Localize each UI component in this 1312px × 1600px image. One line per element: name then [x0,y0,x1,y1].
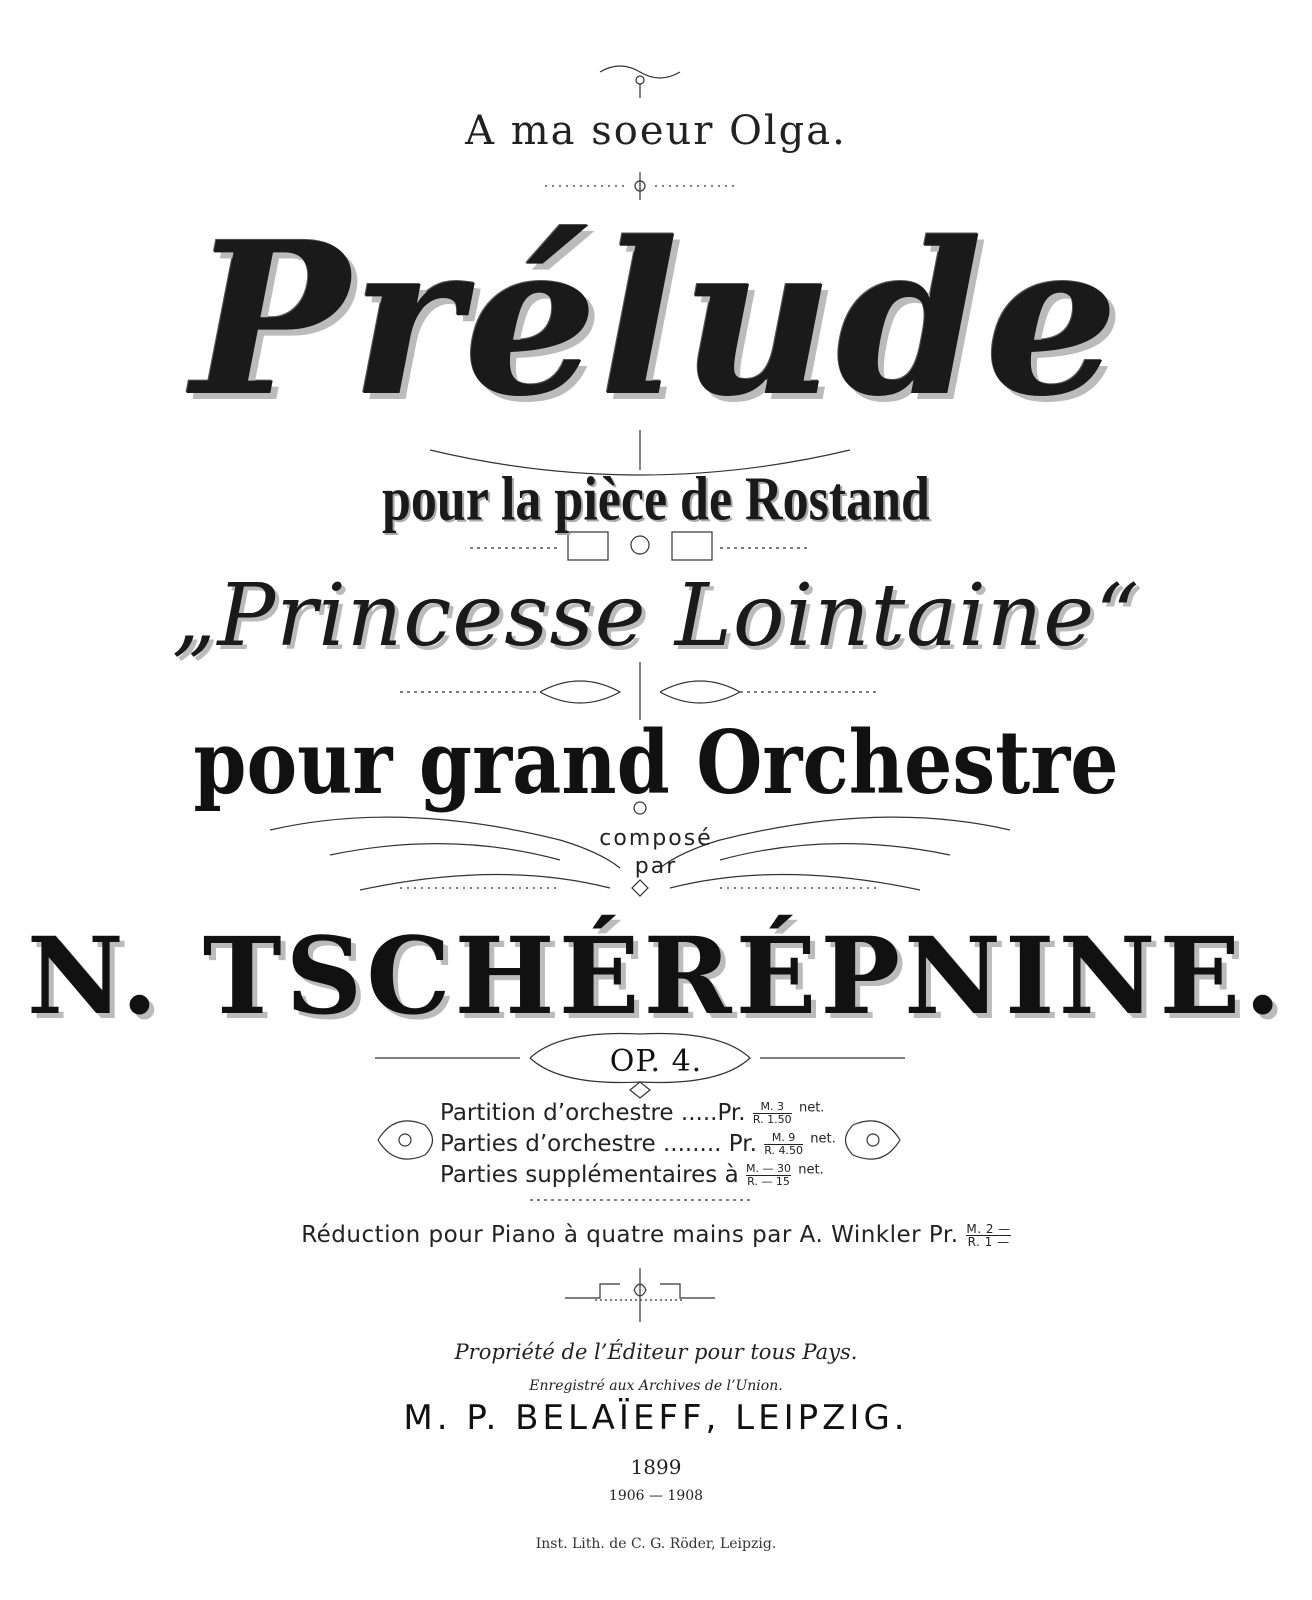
reduction-rubles: R. 1 — [967,1235,1010,1249]
price-rubles: R. 1.50 [752,1113,792,1126]
page-title: Prélude [191,196,1121,443]
subtitle-orchestra: pour grand Orchestre [193,711,1119,814]
reduction-marks: M. 2 — [966,1222,1011,1236]
price-suffix: net. [810,1131,836,1147]
reprint-years: 1906 — 1908 [608,1488,704,1504]
price-marks: M. 3 [753,1101,792,1114]
price-label: Partition d’orchestre [440,1100,674,1126]
keyhole-ornament-icon [565,1268,715,1322]
piano-reduction-line [0,1222,1312,1248]
par-label: par [634,854,678,879]
reduction-price-fraction [966,1223,1010,1248]
price-leader: .....Pr. [680,1100,746,1126]
price-rubles: R. — 15 [747,1175,790,1188]
dedication-text: A ma soeur Olga. [465,108,847,154]
price-label: Parties d’orchestre [440,1131,656,1157]
price-suffix: net. [798,1162,824,1178]
publication-year: 1899 [630,1455,682,1479]
fretwork-rule-icon [470,532,810,560]
left-scroll-icon [378,1121,433,1159]
subtitle-piece: pour la pièce de Rostand [382,465,930,534]
price-leader: ........ Pr. [662,1131,757,1157]
compose-label: composé [599,826,713,851]
registration-notice: Enregistré aux Archives de l’Union. [529,1378,783,1394]
price-suffix: net. [798,1100,825,1116]
price-marks: M. — 30 [745,1162,791,1175]
right-scroll-icon [846,1121,901,1159]
opus-number: OP. 4. [609,1044,703,1079]
price-row [440,1100,836,1131]
price-fraction [764,1132,803,1157]
printer-imprint: Inst. Lith. de C. G. Röder, Leipzig. [535,1536,777,1552]
price-fraction [753,1101,792,1126]
property-notice: Propriété de l’Éditeur pour tous Pays. [454,1340,858,1364]
price-row [440,1131,836,1162]
subtitle-work-name: „Princesse Lointaine“ [171,566,1141,666]
price-label: Parties supplémentaires à [440,1162,739,1188]
price-rubles: R. 4.50 [764,1144,803,1157]
composer-name: N. TSCHÉRÉPNINE. [26,913,1286,1038]
publisher-name: M. P. BELAÏEFF, LEIPZIG. [403,1398,909,1438]
price-fraction [746,1163,791,1188]
top-flourish-icon [600,66,680,98]
reduction-text: Réduction pour Piano à quatre mains par A. Winkler Pr. [301,1222,959,1248]
price-list [440,1100,836,1193]
price-marks: M. 9 [764,1132,803,1145]
price-row [440,1162,836,1193]
